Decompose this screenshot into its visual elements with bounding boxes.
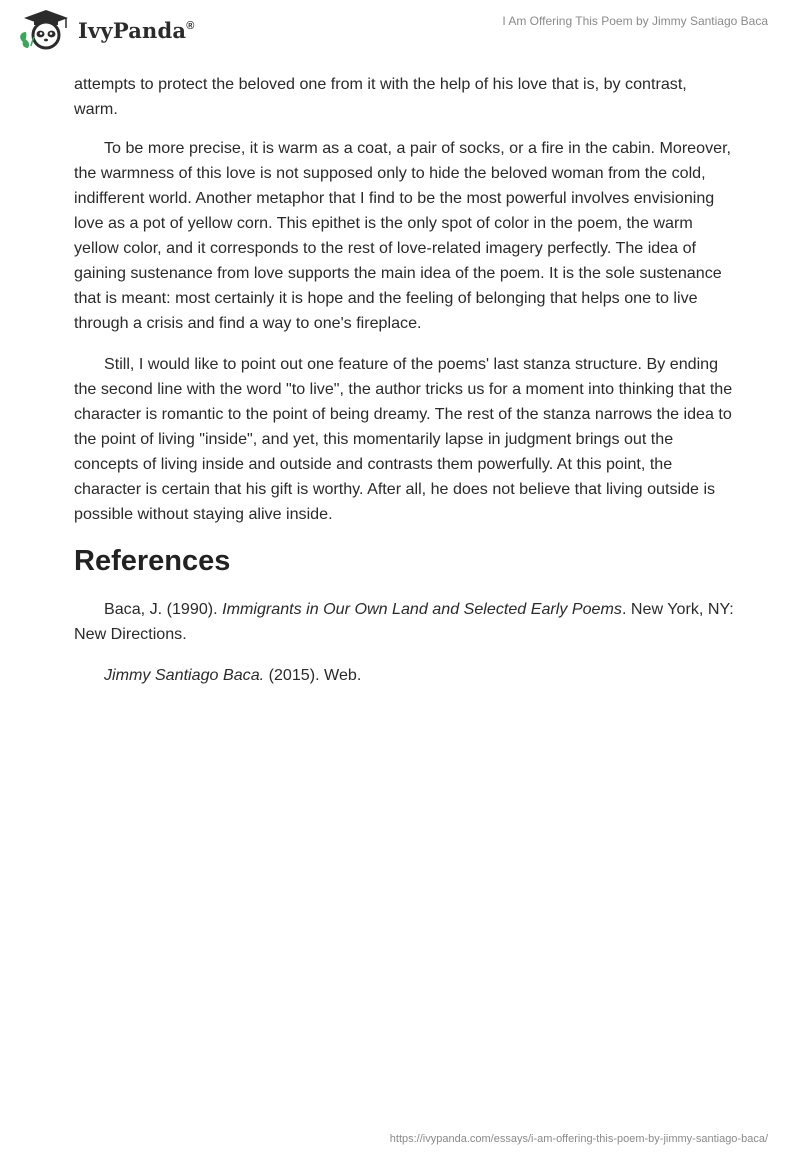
document-title: I Am Offering This Poem by Jimmy Santiago Baca <box>502 14 768 28</box>
essay-content <box>74 72 734 704</box>
reference-web-suffix: (2015). Web. <box>264 666 362 684</box>
paragraph-stanza: Still, I would like to point out one feature of the poems' last stanza structure. By ending the second line with the word "to live", the author tricks us for a moment into thinking that the character is romantic to the point of being dreamy. The rest of the stanza narrows the idea to the point of living "inside", and yet, this momentarily lapse in judgment brings out the concepts of living inside and outside and contrasts them powerfully. At this point, the character is certain that his gift is worthy. After all, he does not believe that living outside is possible without staying alive inside. <box>74 355 733 523</box>
brand-wordmark: IvyPanda <box>78 17 187 43</box>
source-url[interactable]: https://ivypanda.com/essays/i-am-offering-this-poem-by-jimmy-santiago-baca/ <box>389 1133 768 1145</box>
paragraph-warmth: To be more precise, it is warm as a coat, a pair of socks, or a fire in the cabin. Moreover, the warmness of this love is not supposed only to hide the beloved woman from the cold, indifferent world. Another metaphor that I find to be the most powerful involves envisioning love as a pot of yellow corn. This epithet is the only spot of color in the poem, the warm yellow color, and it corresponds to the rest of love-related imagery perfectly. The idea of gaining sustenance from love supports the main idea of the poem. It is the sole sustenance that is meant: most certainly it is hope and the feeling of belonging that helps one to live through a crisis and find a way to one's fireplace. <box>74 139 732 332</box>
reference-book-title: Immigrants in Our Own Land and Selected Early Poems <box>222 600 622 618</box>
brand-name <box>78 18 195 43</box>
ivypanda-logo[interactable] <box>16 8 195 52</box>
references-heading: References <box>74 545 231 577</box>
registered-mark: ® <box>186 19 195 32</box>
reference-publisher: . New York, NY: New Directions. <box>74 600 734 643</box>
panda-graduate-icon <box>16 8 72 52</box>
reference-author-year: Baca, J. (1990). <box>104 600 223 618</box>
reference-entry <box>74 663 734 688</box>
paragraph-continued: attempts to protect the beloved one from it with the help of his love that is, by contrast, warm. <box>74 75 687 118</box>
page-header <box>0 0 800 70</box>
reference-web-title: Jimmy Santiago Baca. <box>104 666 265 684</box>
reference-entry <box>74 597 734 647</box>
